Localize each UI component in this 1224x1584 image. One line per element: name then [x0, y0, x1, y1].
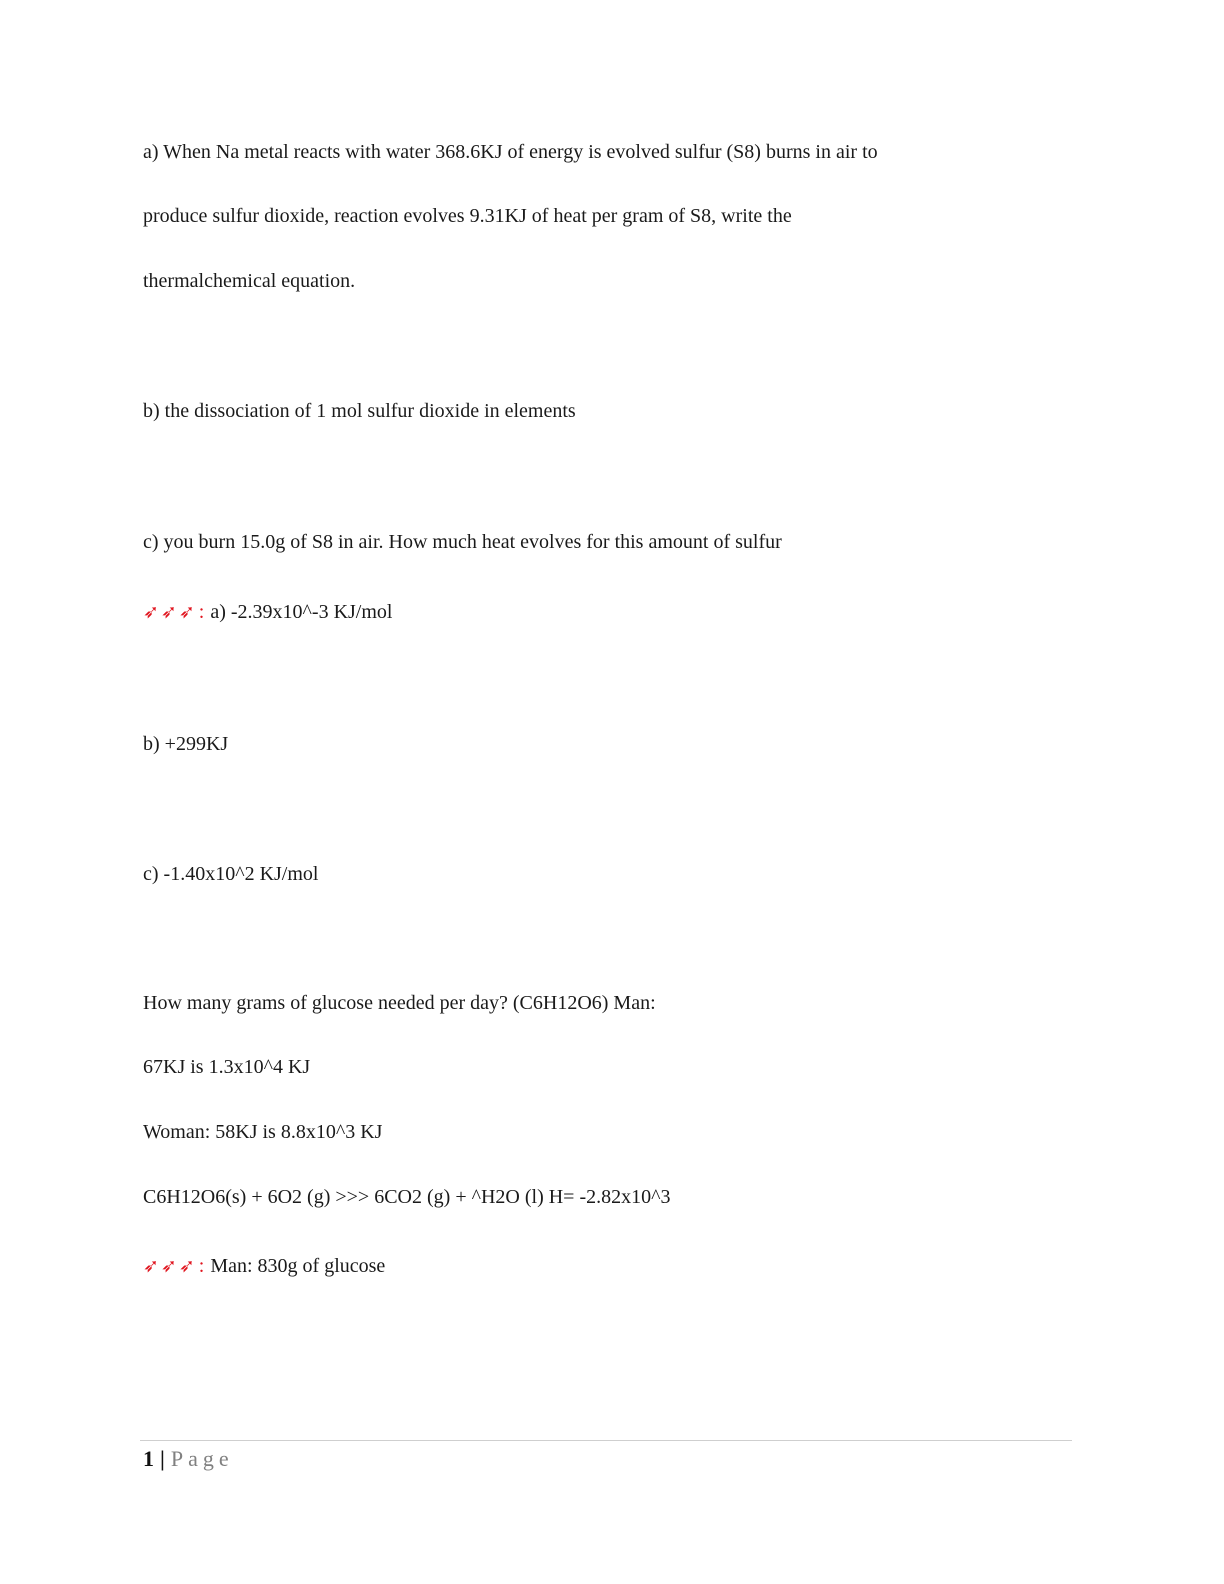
question-a-line-2: produce sulfur dioxide, reaction evolves 9.31KJ of heat per gram of S8, write the — [143, 205, 792, 227]
question-a-line-1: a) When Na metal reacts with water 368.6KJ of energy is evolved sulfur (S8) burns in air to — [143, 141, 878, 163]
glucose-answer-row — [143, 1254, 385, 1279]
footer-separator: | — [160, 1446, 165, 1471]
question-b: b) the dissociation of 1 mol sulfur dioxide in elements — [143, 400, 576, 422]
question-c: c) you burn 15.0g of S8 in air. How much heat evolves for this amount of sulfur — [143, 531, 782, 553]
page-number: 1 — [143, 1446, 154, 1471]
question-a-line-3: thermalchemical equation. — [143, 270, 356, 292]
answer-a-row — [143, 600, 392, 625]
footer-rule — [140, 1440, 1072, 1441]
glucose-question: How many grams of glucose needed per day? (C6H12O6) Man: — [143, 992, 656, 1014]
page-footer — [143, 1446, 234, 1472]
answer-separator: : — [198, 1255, 205, 1277]
arrow-icon: ➶➶➶ — [143, 602, 197, 623]
answer-a: a) -2.39x10^-3 KJ/mol — [210, 601, 393, 623]
answer-b: b) +299KJ — [143, 733, 229, 755]
glucose-answer: Man: 830g of glucose — [210, 1255, 386, 1277]
chemical-equation: C6H12O6(s) + 6O2 (g) >>> 6CO2 (g) + ^H2O (l) H= -2.82x10^3 — [143, 1186, 671, 1208]
arrow-icon: ➶➶➶ — [143, 1256, 197, 1277]
page-word: Page — [170, 1446, 234, 1471]
answer-c: c) -1.40x10^2 KJ/mol — [143, 863, 319, 885]
woman-energy: Woman: 58KJ is 8.8x10^3 KJ — [143, 1121, 383, 1143]
answer-separator: : — [198, 601, 205, 623]
man-energy: 67KJ is 1.3x10^4 KJ — [143, 1056, 311, 1078]
